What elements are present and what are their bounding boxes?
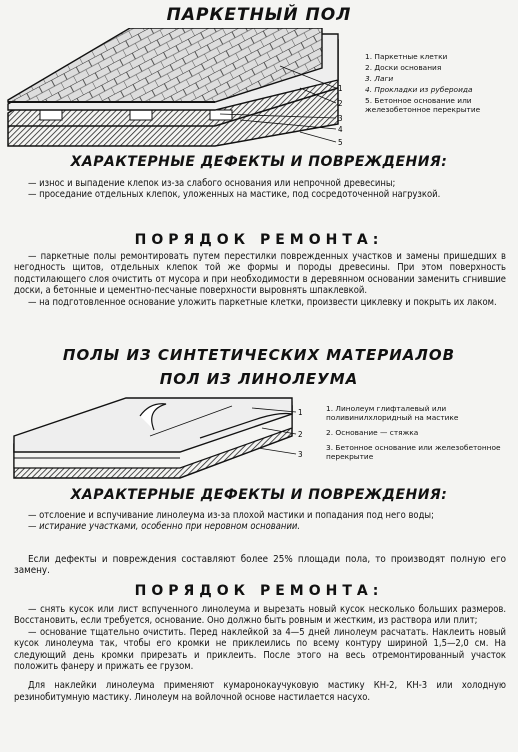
- section1-defects-title: ХАРАКТЕРНЫЕ ДЕФЕКТЫ И ПОВРЕЖДЕНИЯ:: [70, 154, 448, 170]
- defect-item: — отслоение и вспучивание линолеума из-за плохой мастики и попадания под него воды;: [28, 510, 434, 521]
- legend-item: 1. Линолеум глифталевый или поливинилхлоридный на мастике: [326, 404, 459, 422]
- defect-item: — износ и выпадение клепок из-за слабого основания или непрочной древесины;: [28, 178, 396, 189]
- repair-item: — основание тщательно очистить. Перед наклейкой за 4—5 дней линолеум расчатать. Наклеить новый кусок линолеума так, чтобы его кромки не приклеились по всему контуру шириной 1,5—2,0 см. На следующий день кромки прирезать и приклеить. После этого на весь отремонтированный участок положить фанеру и прижать ее грузом.: [14, 626, 506, 673]
- repair-item: — снять кусок или лист вспученного линолеума и вырезать новый кусок несколько больших размеров. Восстановить, если требуется, основание. Оно должно быть ровным и жестким, из раствора или плит;: [14, 604, 506, 627]
- section2-repair: [14, 604, 506, 703]
- section2-defects: [14, 510, 506, 533]
- parquet-legend: [365, 52, 515, 116]
- legend-item: 2. Доски основания: [365, 63, 442, 72]
- legend-item: 2. Основание — стяжка: [326, 428, 419, 437]
- callout-3: 3: [298, 450, 303, 459]
- section2-title: ПОЛЫ ИЗ СИНТЕТИЧЕСКИХ МАТЕРИАЛОВ: [62, 346, 456, 364]
- legend-item: 3. Бетонное основание или железобетонное перекрытие: [326, 443, 501, 461]
- callout-5: 5: [338, 138, 343, 147]
- section2-defects-title: ХАРАКТЕРНЫЕ ДЕФЕКТЫ И ПОВРЕЖДЕНИЯ:: [70, 487, 448, 503]
- legend-item: 4. Прокладки из рубероида: [365, 85, 473, 94]
- section1-defects: [14, 178, 506, 201]
- legend-item: 3. Лаги: [365, 74, 394, 83]
- callout-2: 2: [338, 99, 343, 108]
- legend-item: 5. Бетонное основание или железобетонное перекрытие: [365, 96, 481, 114]
- section1-repair-title: ПОРЯДОК РЕМОНТА:: [134, 232, 384, 248]
- repair-item: Для наклейки линолеума применяют кумаронокаучуковую мастику КН-2, КН-3 или холодную резинобитумную мастику. Линолеум на войлочной основе настилается насухо.: [14, 680, 506, 703]
- section1-title: ПАРКЕТНЫЙ ПОЛ: [166, 5, 352, 25]
- repair-item: — на подготовленное основание уложить паркетные клетки, произвести циклевку и покрыть их лаком.: [28, 296, 497, 308]
- defect-item: — истирание участками, особенно при неровном основании.: [28, 521, 301, 533]
- repair-item: — паркетные полы ремонтировать путем перестилки поврежденных участков и замены пришедших в негодность щитов, отдельных клепок той же формы и породы древесины. При этом поверхность подстилающего слоя очистить от мусора и при необходимости в деревянном основании заменить сгнившие доски, а бетонные и цементно-песчаные поверхности выровнять шпаклевкой.: [14, 251, 506, 297]
- callout-4: 4: [338, 125, 343, 134]
- note-text: Если дефекты и повреждения составляют более 25% площади пола, то производят полную его замену.: [14, 554, 506, 577]
- section2-subtitle: ПОЛ ИЗ ЛИНОЛЕУМА: [159, 370, 359, 388]
- defect-item: — проседание отдельных клепок, уложенных на мастике, под сосредоточенной нагрузкой.: [28, 189, 441, 201]
- callout-3: 3: [338, 114, 343, 123]
- legend-item: 1. Паркетные клетки: [365, 52, 448, 61]
- callout-2: 2: [298, 430, 303, 439]
- section2-repair-title: ПОРЯДОК РЕМОНТА:: [134, 583, 384, 599]
- callout-1: 1: [338, 84, 343, 93]
- section1-repair: [14, 251, 506, 308]
- section2-note: [14, 554, 506, 577]
- callout-1: 1: [298, 408, 303, 417]
- linoleum-legend: [326, 404, 506, 463]
